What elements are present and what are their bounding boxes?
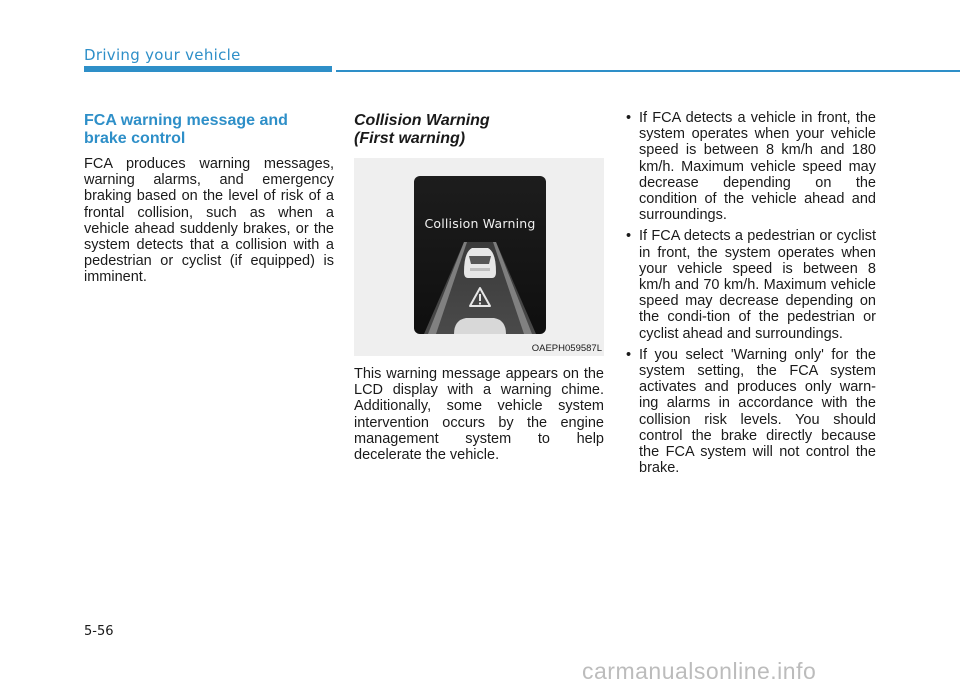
list-item <box>626 110 876 223</box>
list-item-text: If you select 'Warning only' for the system setting, the FCA system activates and produces only warn-ing alarms in accordance with the collision risk levels. You should control the brake directly because the FCA system will not control the brake. <box>639 346 876 477</box>
page-number: 5-56 <box>84 624 114 639</box>
column-left <box>84 110 334 286</box>
list-item-text: If FCA detects a vehicle in front, the system operates when your vehicle speed is between 8 km/h and 180 km/h. Maximum vehicle speed may decrease depending on the condition of the vehicle ahead and surroundings. <box>639 110 876 224</box>
collision-warning-figure <box>354 158 604 356</box>
lcd-display <box>414 176 546 334</box>
collision-warning-paragraph: This warning message appears on the LCD display with a warning chime. Additionally, some vehicle system intervention occurs by the engine management system to help decelerate the vehicle. <box>354 366 604 464</box>
collision-warning-heading-line2: (First warning) <box>354 130 466 147</box>
header-rule-thick <box>84 66 332 72</box>
bullet-icon: • <box>626 346 632 363</box>
watermark: carmanualsonline.info <box>582 658 817 684</box>
bullet-icon: • <box>626 110 632 126</box>
header-rule-thin <box>336 70 960 72</box>
list-item-text: If FCA detects a pedestrian or cyclist in front, the system operates when your vehicle speed is between 8 km/h and 70 km/h. Maximum vehicle speed may decrease depending on the condi-tion of the pedestrian or cyclist ahead and surroundings. <box>639 228 876 342</box>
fca-conditions-list <box>626 110 876 476</box>
column-right <box>626 110 876 481</box>
fca-intro-paragraph: FCA produces warning messages, warning alarms, and emergency braking based on the level of risk of a frontal collision, such as when a vehicle ahead suddenly brakes, or the system detects that a collision with a pedestrian or cyclist (if equipped) is imminent. <box>84 156 334 286</box>
list-item <box>626 228 876 341</box>
bullet-icon: • <box>626 228 632 245</box>
screen-warning-text: Collision Warning <box>424 216 536 231</box>
list-item <box>626 347 876 477</box>
road-scene-illustration <box>414 176 546 334</box>
fca-section-heading: FCA warning message and brake control <box>84 112 288 147</box>
figure-code: OAEPH059587L <box>531 343 602 354</box>
collision-warning-heading-line1: Collision Warning <box>354 112 490 129</box>
collision-warning-heading <box>354 112 604 148</box>
vehicle-ahead-icon <box>464 248 496 278</box>
own-vehicle-icon <box>454 318 506 334</box>
section-title: Driving your vehicle <box>84 46 241 64</box>
column-middle <box>354 110 604 463</box>
